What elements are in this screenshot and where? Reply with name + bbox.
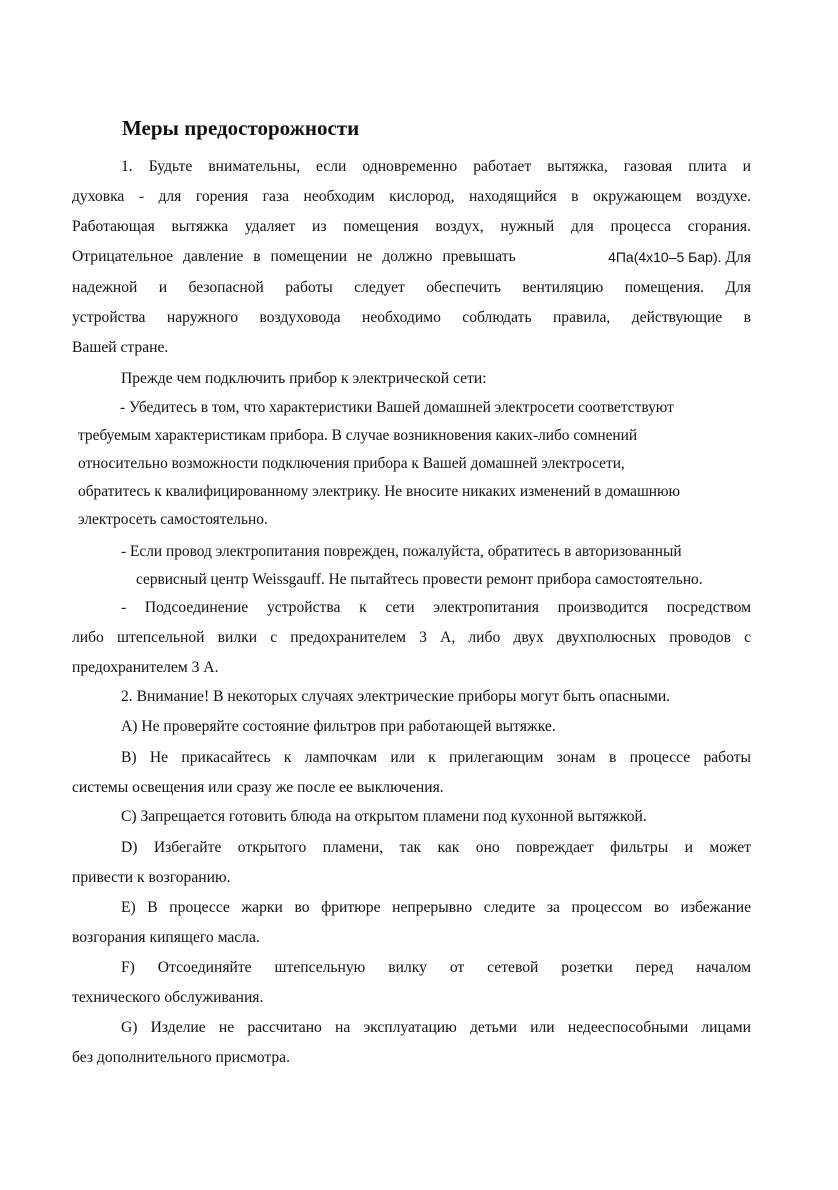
text-line: электросеть самостоятельно. — [78, 511, 268, 528]
text-line: без дополнительного присмотра. — [72, 1049, 291, 1066]
text-line: относительно возможности подключения прибора к Вашей домашней электросети, — [78, 455, 625, 472]
text-line: требуемым характеристикам прибора. В случае возникновения каких-либо сомнений — [78, 427, 638, 444]
text-line: 1. Будьте внимательны, если одновременно работает вытяжка, газовая плита и — [121, 158, 751, 175]
text-line: духовка - для горения газа необходим кислород, находящийся в окружающем воздухе. — [72, 188, 751, 205]
pressure-value — [608, 242, 751, 273]
paragraph-warning — [121, 683, 670, 711]
text-line: предохранителем 3 А. — [72, 659, 219, 676]
bullet-damaged-cable — [121, 538, 703, 594]
text-line: В) Не прикасайтесь к лампочкам или к прилегающим зонам в процессе работы — [121, 749, 751, 766]
bullet-check-network — [78, 394, 753, 534]
item-b — [72, 743, 751, 803]
text-line: - Убедитесь в том, что характеристики Вашей домашней электросети соответствуют — [120, 399, 674, 416]
text-segment: Для — [725, 249, 751, 266]
text-line: С) Запрещается готовить блюда на открытом пламени под кухонной вытяжкой. — [121, 808, 647, 825]
text-line: Прежде чем подключить прибор к электрической сети: — [121, 370, 487, 387]
text-line: Вашей стране. — [72, 339, 169, 356]
item-d — [72, 833, 751, 893]
text-line: возгорания кипящего масла. — [72, 929, 260, 946]
text-line: - Подсоединение устройства к сети электропитания производится посредством — [121, 599, 751, 616]
paragraph-ventilation — [72, 152, 751, 363]
text-line: устройства наружного воздуховода необходимо соблюдать правила, действующие в — [72, 309, 751, 326]
text-line — [72, 242, 751, 273]
text-line: обратитесь к квалифицированному электрику. Не вносите никаких изменений в домашнюю — [78, 483, 681, 500]
text-line: F) Отсоединяйте штепсельную вилку от сетевой розетки перед началом — [121, 959, 751, 976]
text-line: сервисный центр Weissgauff. Не пытайтесь провести ремонт прибора самостоятельно. — [136, 571, 703, 588]
text-line: системы освещения или сразу же после ее выключения. — [72, 779, 444, 796]
text-line: G) Изделие не рассчитано на эксплуатацию детьми или недееспособными лицами — [121, 1019, 751, 1036]
text-line: технического обслуживания. — [72, 989, 264, 1006]
item-g — [72, 1013, 751, 1073]
item-e — [72, 893, 751, 953]
pressure-value-text: 4Па(4х10–5 Бар). — [608, 249, 722, 265]
bullet-power-connection — [72, 593, 751, 683]
text-line: D) Избегайте открытого пламени, так как оно повреждает фильтры и может — [121, 839, 751, 856]
text-segment: Отрицательное давление в помещении не должно превышать — [72, 248, 516, 265]
text-line: Работающая вытяжка удаляет из помещения воздух, нужный для процесса сгорания. — [72, 218, 751, 235]
item-c — [121, 803, 647, 831]
text-line: надежной и безопасной работы следует обеспечить вентиляцию помещения. Для — [72, 279, 751, 296]
item-a — [121, 713, 556, 741]
page-title: Меры предосторожности — [122, 116, 360, 140]
paragraph-before-connecting — [121, 365, 487, 393]
text-line: А) Не проверяйте состояние фильтров при работающей вытяжке. — [121, 718, 556, 735]
text-line: привести к возгоранию. — [72, 869, 231, 886]
item-f — [72, 953, 751, 1013]
text-line: - Если провод электропитания поврежден, пожалуйста, обратитесь в авторизованный — [121, 543, 682, 560]
text-line: либо штепсельной вилки с предохранителем 3 А, либо двух двухполюсных проводов с — [72, 629, 751, 646]
text-line: E) В процессе жарки во фритюре непрерывно следите за процессом во избежание — [121, 899, 751, 916]
text-line: 2. Внимание! В некоторых случаях электрические приборы могут быть опасными. — [121, 688, 671, 705]
